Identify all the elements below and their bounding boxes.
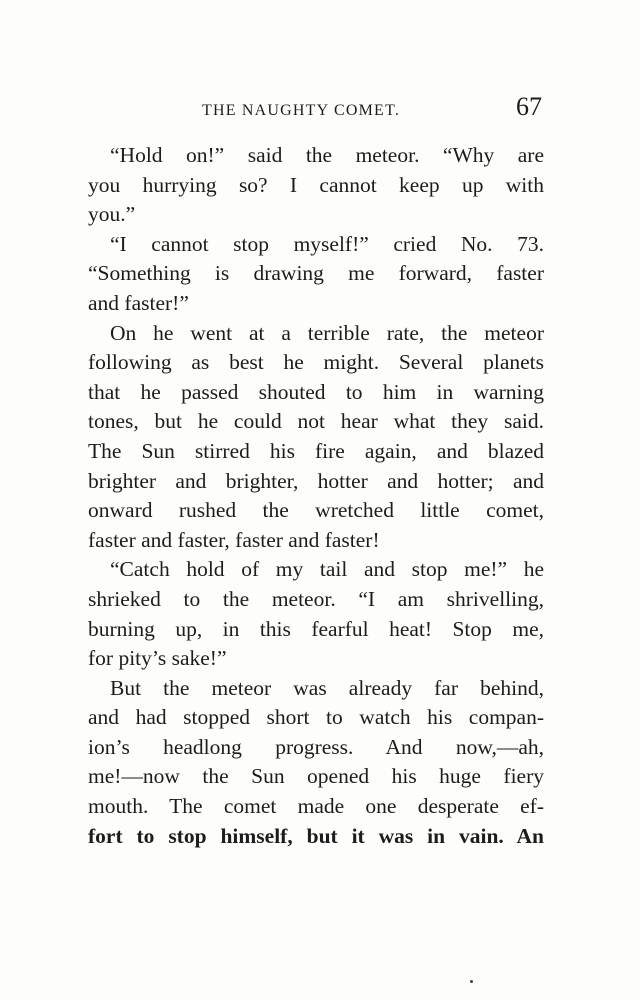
- body-text: [88, 141, 544, 851]
- text-line: tones, but he could not hear what they said.: [88, 409, 544, 434]
- text-line: following as best he might. Several planets: [88, 350, 544, 375]
- text-line: “Catch hold of my tail and stop me!” he: [110, 557, 544, 582]
- text-line: you hurrying so? I cannot keep up with: [88, 172, 544, 197]
- page-header: [110, 92, 546, 126]
- text-line: onward rushed the wretched little comet,: [88, 498, 544, 523]
- text-line: brighter and brighter, hotter and hotter; and: [88, 468, 544, 493]
- text-line: The Sun stirred his fire again, and blazed: [88, 438, 544, 463]
- text-line: ion’s headlong progress. And now,—ah,: [88, 734, 544, 759]
- text-line: mouth. The comet made one desperate ef-: [88, 794, 544, 819]
- print-speck: [470, 980, 473, 983]
- text-line: that he passed shouted to him in warning: [88, 379, 544, 404]
- text-line: “I cannot stop myself!” cried No. 73.: [110, 231, 544, 256]
- running-head: THE NAUGHTY COMET.: [202, 102, 401, 119]
- text-line: faster and faster, faster and faster!: [88, 527, 380, 552]
- text-line: fort to stop himself, but it was in vain. An: [88, 823, 544, 848]
- text-line: “Something is drawing me forward, faster: [88, 261, 544, 286]
- text-line: On he went at a terrible rate, the meteor: [110, 320, 544, 345]
- text-line: shrieked to the meteor. “I am shrivelling,: [88, 586, 544, 611]
- text-line: and had stopped short to watch his compan-: [88, 705, 544, 730]
- text-line: burning up, in this fearful heat! Stop me,: [88, 616, 544, 641]
- text-line: But the meteor was already far behind,: [110, 675, 544, 700]
- text-line: you.”: [88, 202, 136, 227]
- page-number: 67: [516, 92, 542, 121]
- text-line: “Hold on!” said the meteor. “Why are: [110, 143, 544, 167]
- text-line: and faster!”: [88, 290, 189, 315]
- text-line: me!—now the Sun opened his huge fiery: [88, 764, 544, 789]
- text-line: for pity’s sake!”: [88, 646, 227, 671]
